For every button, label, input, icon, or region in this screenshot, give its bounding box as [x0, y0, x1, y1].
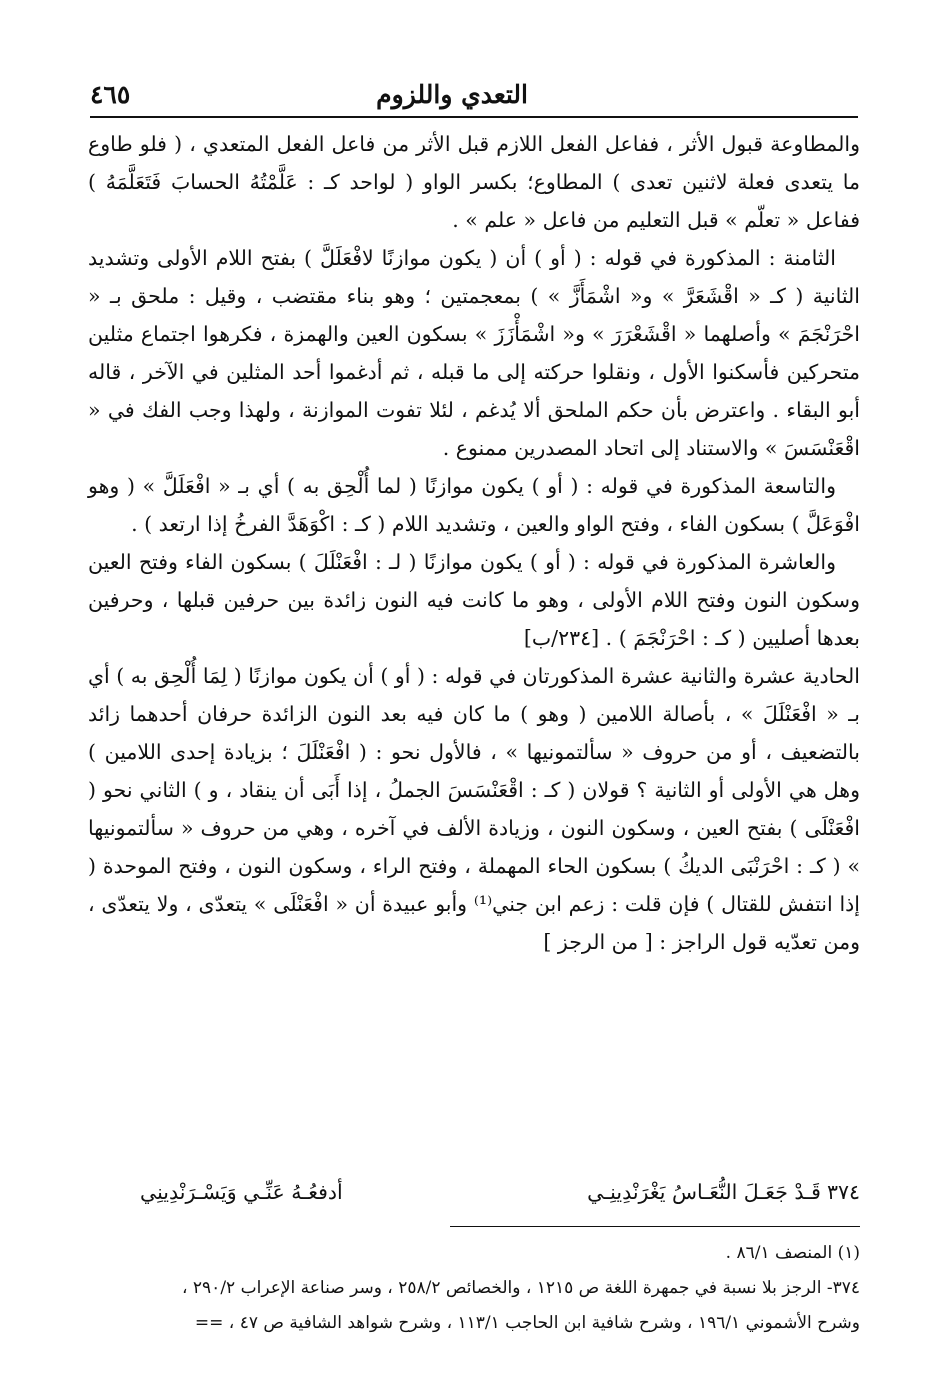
verse-hemistich-2: أدفعُـهُ عَنِّـي وَيَسْـرَنْدِينِي — [140, 1180, 343, 1204]
main-text — [88, 125, 860, 961]
poetry-verse — [140, 1173, 860, 1211]
paragraph: والعاشرة المذكورة في قوله : ( أو ) يكون موازنًا ( لـ : افْعَنْلَلَ ) بسكون الفاء وفتح العين وسكون النون وفتح اللام الأولى ، وهو ما كانت فيه النون زائدة بين حرفين قبلها ، وحرفين بعدها أصليين ( كـ : احْرَنْجَمَ ) . [٢٣٤/ب] — [88, 550, 860, 650]
paragraph: الثامنة : المذكورة في قوله : ( أو ) أن ( يكون موازنًا لافْعَلَلَّ ) بفتح اللام الأولى وتشديد الثانية ( كـ « اقْشَعَرَّ » و« اشْمَأَزَّ » ) بمعجمتين ؛ وهو بناء مقتضب ، وقيل : ملحق بـ « احْرَنْجَمَ » وأصلهما « اقْشَعْرَرَ » و« اشْمَأْزَزَ » بسكون العين والهمزة ، فكرهوا اجتماع مثلين متحركين فأسكنوا الأول ، ونقلوا حركته إلى ما قبله ، ثم أدغموا أحد المثلين في الآخر ، قاله أبو البقاء . واعترض بأن حكم الملحق ألا يُدغم ، لئلا تفوت الموازنة ، ولهذا وجب الفك في « اقْعَنْسَسَ » والاستناد إلى اتحاد المصدرين ممنوع . — [88, 246, 860, 460]
verse-hemistich-1: قَـدْ جَعَـلَ النُّعَـاسُ يَغْرَنْدِينِـي — [587, 1180, 821, 1204]
running-title: التعدي واللزوم — [376, 80, 528, 109]
paragraph: والمطاوعة قبول الأثر ، ففاعل الفعل اللازم قبل الأثر من فاعل الفعل المتعدي ، ( فلو طاوع ما يتعدى فعلة لاثنين تعدى ) المطاوع؛ بكسر الواو ( لواحد كـ : عَلَّمْتُهُ الحسابَ فَتَعَلَّمَهُ ) ففاعل « تعلّم » قبل التعليم من فاعل « علم » . — [88, 132, 860, 232]
footnote-divider — [450, 1226, 860, 1227]
running-header — [90, 80, 858, 118]
page-number: ٤٦٥ — [90, 80, 131, 109]
footnote: وشرح الأشموني ١٩٦/١ ، وشرح شافية ابن الحاجب ١١٣/١ ، وشرح شواهد الشافية ص ٤٧ ، == — [194, 1313, 860, 1333]
paragraph: الحادية عشرة والثانية عشرة المذكورتان في قوله : ( أو ) أن يكون موازنًا ( لِمَا أُلْحِق به ) أي بـ « افْعَنْلَلَ » ، بأصالة اللامين ( وهو ) ما كان فيه بعد النون الزائدة حرفان أحدهما زائد بالتضعيف ، أو من حروف « سألتمونيها » ، فالأول نحو : ( افْعَنْلَلَ ؛ بزيادة إحدى اللامين ) وهل هي الأولى أو الثانية ؟ قولان ( كـ : اقْعَنْسَسَ الجملُ ، إذا أَبَى أن ينقاد ، و ) الثاني نحو ( افْعَنْلَى ) بفتح العين ، وسكون النون ، وزيادة الألف في آخره ، وهي من حروف « سألتمونيها » ( كـ : احْرَنْبَى الديكُ ) بسكون الحاء المهملة ، وفتح الراء ، وسكون النون ، وفتح الموحدة ( إذا انتفش للقتال ) فإن قلت : زعم ابن جني⁽¹⁾ وأبو عبيدة أن « افْعَنْلَى » يتعدّى ، ولا يتعدّى ، ومن تعدّيه قول الراجز : [ من الرجز ] — [88, 664, 860, 954]
paragraph: والتاسعة المذكورة في قوله : ( أو ) يكون موازنًا ( لما أُلْحِق به ) أي بـ « افْعَلَلَّ » ( وهو افْوَعَلَّ ) بسكون الفاء ، وفتح الواو والعين ، وتشديد اللام ( كـ : اكْوَهَدَّ الفرخُ إذا ارتعد ) . — [88, 474, 860, 536]
verse-number: ٣٧٤ — [826, 1180, 860, 1204]
footnote: (١) المنصف ٨٦/١ . — [725, 1243, 860, 1263]
footnote: ٣٧٤- الرجز بلا نسبة في جمهرة اللغة ص ١٢١٥ ، والخصائص ٢٥٨/٢ ، وسر صناعة الإعراب ٢٩٠/٢ ، — [182, 1278, 860, 1298]
verse-first-hemistich — [587, 1173, 860, 1211]
footnotes — [88, 1236, 860, 1341]
